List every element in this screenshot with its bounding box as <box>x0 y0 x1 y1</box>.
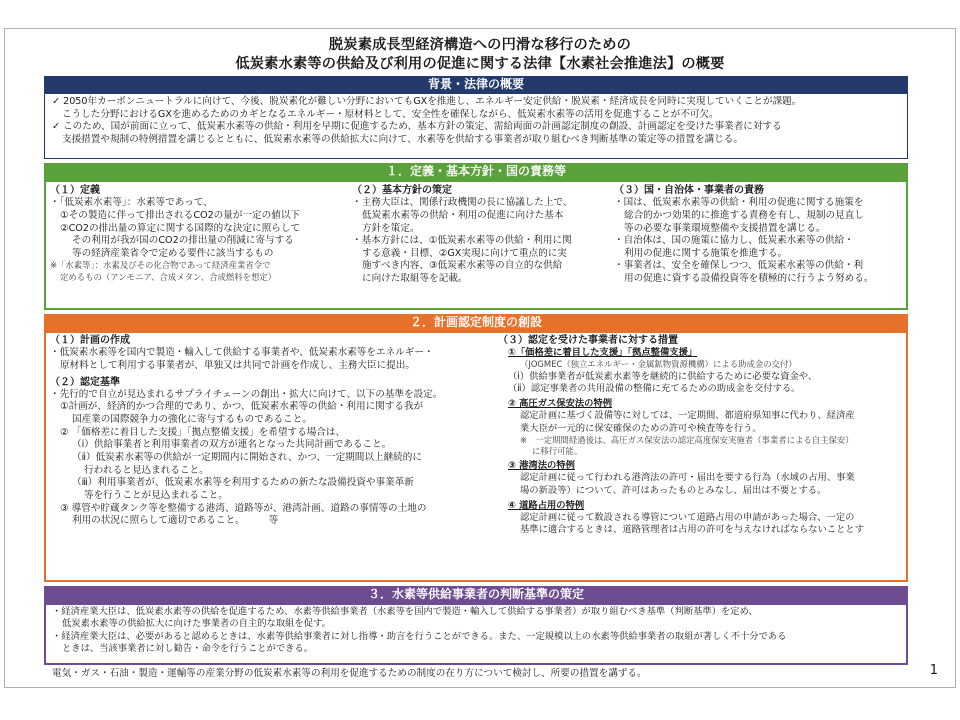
section1-definition <box>50 184 340 283</box>
measures-line: 認定計画に従って行われる港湾法の許可・届出を要する行為（水域の占用、事業 <box>520 472 855 484</box>
section3-line: ときは、当該事業者に対し勧告・命令を行うことができる。 <box>62 642 314 654</box>
section2-bar: ２．計画認定制度の創設 <box>44 314 908 331</box>
measures-line: ③ 港湾法の特例 <box>508 460 575 472</box>
measures-note: に移行可能。 <box>532 445 583 456</box>
measures-line: 基準に適合するときは、道路管理者は占用の許可を与えなければならないこととす <box>520 524 864 536</box>
definition-note: ※「水素等」：水素及びその化合物であって経済産業省令で <box>50 260 271 271</box>
section1-responsibilities <box>614 184 906 286</box>
criteria-line: （ⅱ）低炭素水素等の供給が一定期間内に開始され、かつ、一定期間以上継続的に <box>72 451 422 463</box>
policy-line: 低炭素水素等の供給・利用の促進に向けた基本 <box>362 209 564 221</box>
section3-line: ・経済産業大臣は、必要があると認めるときは、水素等供給事業者に対し指導・助言を行うことができる。また、一定規模以上の水素等供給事業者の取組が著しく不十分である <box>52 630 787 642</box>
section3-line: ・経済産業大臣は、低炭素水素等の供給を促進するため、水素等供給事業者（水素等を国内で製造・輸入して供給する事業者）が取り組むべき基準（判断基準）を定め、 <box>52 606 758 617</box>
responsibilities-line: 総合的かつ効果的に推進する責務を有し、規制の見直し <box>624 209 864 221</box>
criteria-line: ② 「価格差に着目した支援」「拠点整備支援」を希望する場合は、 <box>60 426 346 438</box>
background-p2: ✓ このため、国が前面に立って、低炭素水素等の供給・利用を早期に促進するため、基本方針の策定、需給両面の計画認定制度の創設、計画認定を受けた事業者に対する <box>52 121 782 133</box>
background-text <box>52 96 904 147</box>
title-line-2: 低炭素水素等の供給及び利用の促進に関する法律【水素社会推進法】の概要 <box>235 56 725 72</box>
responsibilities-line: ・国は、低炭素水素等の供給・利用の促進に関する施策を <box>614 197 864 209</box>
section2-right <box>498 334 906 537</box>
definition-line: ②CO2の排出量の算定に関する国際的な決定に照らして <box>60 222 301 234</box>
plan-line: ・低炭素水素等を国内で製造・輸入して供給する事業者や、低炭素水素等をエネルギー・ <box>50 347 434 359</box>
policy-line: ・基本方針には、①低炭素水素等の供給・利用に関 <box>352 235 572 247</box>
criteria-line: ①計画が、経済的かつ合理的であり、かつ、低炭素水素等の供給・利用に関する我が <box>60 401 424 413</box>
criteria-line: 利用の状況に照らして適切であること。 等 <box>72 515 279 527</box>
title-line-1: 脱炭素成長型経済構造への円滑な移行のための <box>328 37 632 53</box>
responsibilities-line: 用の促進に資する設備投資等を積極的に行うよう努める。 <box>624 273 874 285</box>
background-p2b: 支援措置や規制の特例措置を講じるとともに、低炭素水素等の供給拡大に向けて、水素等を供給する事業者が取り組むべき判断基準の策定等の措置を講じる。 <box>62 133 743 145</box>
measures-line: （ⅱ）認定事業者の共用設備の整備に充てるための助成金を交付する。 <box>508 382 801 394</box>
criteria-line: （ⅰ）供給事業者と利用事業者の双方が連名となった共同計画であること。 <box>72 439 392 451</box>
definition-heading: （１）定義 <box>50 185 100 196</box>
criteria-line: ③ 導管や貯蔵タンク等を整備する港湾、道路等が、港湾計画、道路の事情等の土地の <box>60 502 427 514</box>
policy-line: 施すべき内容、③低炭素水素等の自立的な供給 <box>362 260 563 272</box>
definition-line: ・「低炭素水素等」：水素等であって、 <box>50 197 213 209</box>
measures-note: ※ 一定期間経過後は、高圧ガス保安法の認定高度保安実施者（事業者による自主保安） <box>520 434 854 445</box>
policy-line: 方針を策定。 <box>362 222 420 234</box>
measures-line: 場の新設等）について、許可はあったものとみなし、届出は不要とする。 <box>520 484 827 496</box>
section3-line: 低炭素水素等の供給拡大に向けた事業者の自主的な取組を促す。 <box>62 618 331 630</box>
criteria-line: 国産業の国際競争力の強化に寄与するものであること。 <box>72 414 312 425</box>
plan-line: 原材料として利用する事業者が、単独又は共同で計画を作成し、主務大臣に提出。 <box>60 359 415 371</box>
definition-line: ①その製造に伴って排出されるCO2の量が一定の値以下 <box>60 209 301 221</box>
plan-heading: （１）計画の作成 <box>50 335 130 346</box>
measures-line: ④ 道路占用の特例 <box>508 499 585 511</box>
responsibilities-line: 等の必要な事業環境整備や支援措置を講じる。 <box>624 222 826 234</box>
section2-left <box>50 334 496 528</box>
section3-text <box>52 606 904 655</box>
measures-line: 業大臣が一元的に保安確保のための許可や検査等を行う。 <box>520 422 762 434</box>
criteria-line: 行われると見込まれること。 <box>84 464 209 476</box>
definition-line: その利用が我が国のCO2の排出量の削減に寄与する <box>72 235 294 247</box>
bottom-note: 電気・ガス・石油・製造・運輸等の産業分野の低炭素水素等の利用を促進するための制度の在り方について検討し、所要の措置を講ずる。 <box>52 668 647 679</box>
responsibilities-line: ・自治体は、国の施策に協力し、低炭素水素等の供給・ <box>614 235 854 247</box>
background-p1b: こうした分野におけるGXを進めるためのカギとなるエネルギー・原材料として、安全性を確保しながら、低炭素水素等の活用を促進することが不可欠。 <box>62 108 719 120</box>
measures-note: （JOGMEC（独立エネルギー・金属鉱物資源機構）による助成金の交付） <box>520 359 797 370</box>
measures-line: ② 高圧ガス保安法の特例 <box>508 398 613 410</box>
background-p1: ✓ 2050年カーボンニュートラルに向けて、今後、脱炭素化が難しい分野においてもGXを推進し、エネルギー安定供給・脱炭素・経済成長を同時に実現していくことが課題。 <box>52 96 802 107</box>
measures-line: 認定計画に基づく設備等に対しては、一定期間、都道府県知事に代わり、経済産 <box>520 410 855 422</box>
criteria-line: 等を行うことが見込まれること。 <box>84 489 228 501</box>
criteria-heading: （２）認定基準 <box>50 376 120 388</box>
section3-bar: ３．水素等供給事業者の判断基準の策定 <box>44 586 908 603</box>
policy-line: する意義・目標、②GX実現に向けて重点的に実 <box>362 247 567 259</box>
definition-line: 等の経済産業省令で定める要件に該当するもの <box>72 247 274 259</box>
page-number: 1 <box>929 663 938 678</box>
responsibilities-heading: （３）国・自治体・事業者の責務 <box>614 185 764 196</box>
policy-heading: （２）基本方針の策定 <box>352 185 452 196</box>
measures-line: （ⅰ）供給事業者が低炭素水素等を継続的に供給するために必要な資金や、 <box>508 370 818 382</box>
page-title <box>0 36 960 74</box>
definition-note: 定めるもの（アンモニア、合成メタン、合成燃料を想定） <box>60 271 277 282</box>
measures-line: ①「価格差に着目した支援」「拠点整備支援」 <box>508 347 698 359</box>
background-bar: 背景・法律の概要 <box>44 76 908 93</box>
policy-line: に向けた取組等を記載。 <box>362 273 468 285</box>
responsibilities-line: 利用の促進に関する施策を推進する。 <box>624 247 788 259</box>
policy-line: ・主務大臣は、関係行政機関の長に協議した上で、 <box>352 197 573 209</box>
section1-bar: １．定義・基本方針・国の責務等 <box>44 163 908 180</box>
criteria-line: （ⅲ）利用事業者が、低炭素水素等を利用するための新たな設備投資や事業革新 <box>72 477 414 489</box>
measures-heading: （３）認定を受けた事業者に対する措置 <box>498 335 678 346</box>
section1-basic-policy <box>352 184 614 286</box>
measures-line: 認定計画に従って数設される導管について道路占用の申請があった場合、一定の <box>520 512 855 524</box>
responsibilities-line: ・事業者は、安全を確保しつつ、低炭素水素等の供給・利 <box>614 260 864 272</box>
criteria-line: ・先行的で自立が見込まれるサプライチェーンの創出・拡大に向けて、以下の基準を設定。 <box>50 388 443 400</box>
